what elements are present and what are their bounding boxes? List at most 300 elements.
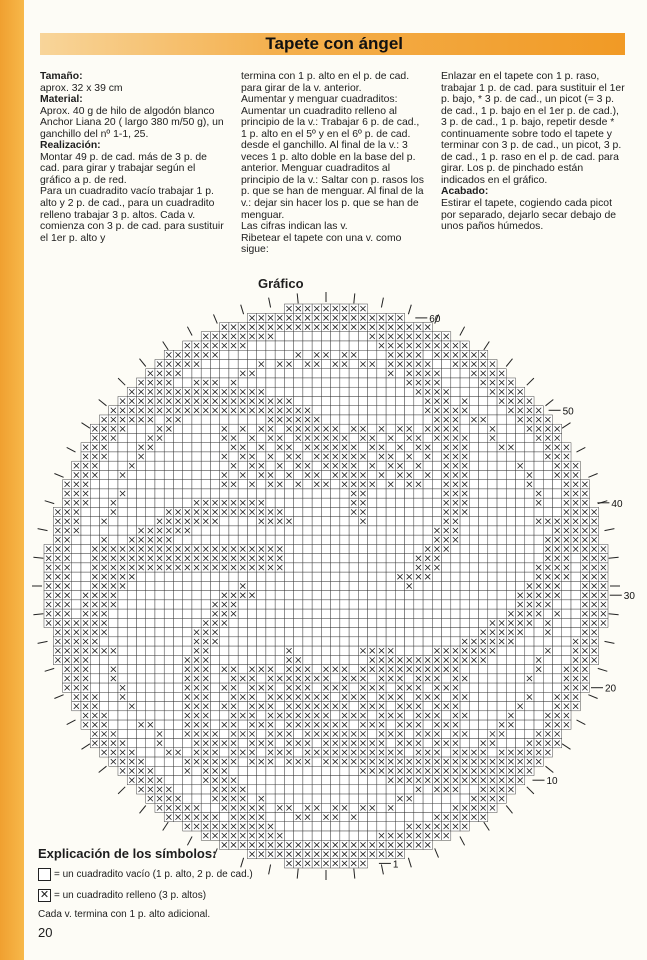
- grid-cell: [553, 489, 562, 498]
- grid-cell: [368, 350, 377, 359]
- grid-cell: [488, 720, 497, 729]
- grid-cell: [321, 526, 330, 535]
- grid-cell: [331, 581, 340, 590]
- grid-cell: [516, 443, 525, 452]
- grid-cell: [414, 507, 423, 516]
- grid-cell: [479, 443, 488, 452]
- grid-cell: [266, 591, 275, 600]
- grid-cell: [469, 517, 478, 526]
- grid-cell: [331, 535, 340, 544]
- grid-cell: [469, 618, 478, 627]
- grid-cell: [321, 822, 330, 831]
- grid-cell: [386, 572, 395, 581]
- grid-cell: [146, 609, 155, 618]
- grid-cell: [469, 600, 478, 609]
- grid-cell: [312, 387, 321, 396]
- grid-cell: [257, 535, 266, 544]
- grid-cell: [146, 628, 155, 637]
- grid-cell: [331, 517, 340, 526]
- paragraph: Aumentar y menguar cuadraditos:: [241, 94, 398, 106]
- grid-cell: [368, 507, 377, 516]
- grid-cell: [358, 637, 367, 646]
- grid-cell: [451, 387, 460, 396]
- grid-cell: [284, 628, 293, 637]
- grid-cell: [479, 433, 488, 442]
- grid-cell: [183, 369, 192, 378]
- grid-cell: [192, 461, 201, 470]
- grid-cell: [506, 655, 515, 664]
- grid-cell: [349, 359, 358, 368]
- grid-cell: [164, 628, 173, 637]
- picot-mark: [506, 359, 512, 367]
- grid-cell: [155, 415, 164, 424]
- grid-cell: [321, 332, 330, 341]
- grid-cell: [340, 637, 349, 646]
- grid-cell: [210, 489, 219, 498]
- grid-cell: [303, 396, 312, 405]
- grid-cell: [136, 572, 145, 581]
- grid-cell: [497, 554, 506, 563]
- paragraph: termina con 1 p. alto en el p. de cad. para girar de la v. anterior.: [241, 71, 410, 94]
- grid-cell: [136, 692, 145, 701]
- grid-cell: [229, 572, 238, 581]
- grid-cell: [451, 378, 460, 387]
- grid-cell: [183, 461, 192, 470]
- grid-cell: [405, 526, 414, 535]
- grid-cell: [81, 517, 90, 526]
- grid-cell: [192, 470, 201, 479]
- grid-cell: [257, 729, 266, 738]
- grid-cell: [423, 683, 432, 692]
- grid-cell: [210, 470, 219, 479]
- grid-cell: [423, 480, 432, 489]
- grid-cell: [173, 720, 182, 729]
- grid-cell: [423, 813, 432, 822]
- grid-cell: [377, 489, 386, 498]
- grid-cell: [553, 646, 562, 655]
- grid-cell: [118, 655, 127, 664]
- grid-cell: [525, 665, 534, 674]
- grid-cell: [469, 739, 478, 748]
- grid-cell: [201, 415, 210, 424]
- grid-cell: [201, 581, 210, 590]
- grid-cell: [506, 702, 515, 711]
- grid-cell: [173, 581, 182, 590]
- grid-cell: [349, 822, 358, 831]
- grid-cell: [312, 461, 321, 470]
- grid-cell: [127, 581, 136, 590]
- grid-cell: [534, 544, 543, 553]
- grid-cell: [321, 396, 330, 405]
- grid-cell: [358, 591, 367, 600]
- grid-cell: [321, 415, 330, 424]
- grid-cell: [377, 794, 386, 803]
- grid-cell: [432, 443, 441, 452]
- grid-cell: [238, 739, 247, 748]
- grid-cell: [562, 628, 571, 637]
- grid-cell: [210, 443, 219, 452]
- grid-cell: [479, 609, 488, 618]
- grid-cell: [247, 424, 256, 433]
- grid-cell: [312, 822, 321, 831]
- grid-cell: [164, 702, 173, 711]
- grid-cell: [525, 498, 534, 507]
- grid-cell: [340, 776, 349, 785]
- grid-cell: [395, 646, 404, 655]
- grid-cell: [395, 563, 404, 572]
- grid-cell: [247, 572, 256, 581]
- grid-cell: [506, 674, 515, 683]
- grid-cell: [275, 766, 284, 775]
- grid-cell: [210, 461, 219, 470]
- grid-cell: [488, 461, 497, 470]
- grid-cell: [294, 359, 303, 368]
- grid-cell: [405, 415, 414, 424]
- grid-cell: [266, 526, 275, 535]
- grid-cell: [238, 489, 247, 498]
- section-heading: Realización:: [40, 140, 101, 152]
- grid-cell: [183, 480, 192, 489]
- grid-cell: [118, 443, 127, 452]
- grid-cell: [488, 711, 497, 720]
- grid-cell: [423, 720, 432, 729]
- grid-cell: [275, 757, 284, 766]
- grid-cell: [284, 581, 293, 590]
- grid-cell: [358, 526, 367, 535]
- grid-cell: [340, 618, 349, 627]
- grid-cell: [275, 813, 284, 822]
- grid-cell: [469, 572, 478, 581]
- grid-cell: [358, 628, 367, 637]
- grid-cell: [321, 369, 330, 378]
- grid-cell: [257, 591, 266, 600]
- grid-cell: [303, 480, 312, 489]
- grid-cell: [155, 692, 164, 701]
- grid-cell: [516, 424, 525, 433]
- grid-cell: [516, 507, 525, 516]
- grid-cell: [220, 443, 229, 452]
- grid-cell: [368, 729, 377, 738]
- grid-cell: [146, 692, 155, 701]
- grid-cell: [247, 359, 256, 368]
- grid-cell: [155, 711, 164, 720]
- grid-cell: [303, 489, 312, 498]
- grid-cell: [516, 683, 525, 692]
- grid-cell: [368, 544, 377, 553]
- grid-cell: [312, 591, 321, 600]
- grid-cell: [257, 637, 266, 646]
- grid-cell: [312, 618, 321, 627]
- grid-cell: [543, 702, 552, 711]
- paragraph: Para un cuadradito vacío trabajar 1 p. alto y 2 p. de cad., para un cuadradito relleno trabajar 3 p. altos. Cada v. comienza con 3 p. de cad. para sustituir el 1er p. alto y: [40, 186, 224, 244]
- grid-cell: [349, 415, 358, 424]
- grid-cell: [294, 618, 303, 627]
- grid-cell: [201, 526, 210, 535]
- grid-cell: [229, 424, 238, 433]
- grid-cell: [201, 369, 210, 378]
- grid-cell: [146, 674, 155, 683]
- grid-cell: [525, 526, 534, 535]
- picot-mark: [118, 787, 125, 794]
- grid-cell: [506, 433, 515, 442]
- grid-cell: [109, 628, 118, 637]
- grid-cell: [377, 461, 386, 470]
- grid-cell: [321, 831, 330, 840]
- grid-cell: [90, 480, 99, 489]
- grid-cell: [442, 618, 451, 627]
- grid-cell: [423, 628, 432, 637]
- grid-cell: [340, 535, 349, 544]
- grid-cell: [460, 628, 469, 637]
- grid-cell: [405, 544, 414, 553]
- grid-cell: [349, 720, 358, 729]
- grid-cell: [146, 600, 155, 609]
- grid-cell: [534, 692, 543, 701]
- grid-cell: [414, 452, 423, 461]
- grid-cell: [183, 443, 192, 452]
- grid-cell: [469, 526, 478, 535]
- grid-cell: [525, 507, 534, 516]
- grid-cell: [210, 535, 219, 544]
- grid-cell: [358, 600, 367, 609]
- grid-cell: [155, 452, 164, 461]
- grid-cell: [321, 535, 330, 544]
- grid-cell: [173, 674, 182, 683]
- grid-cell: [506, 526, 515, 535]
- grid-cell: [312, 507, 321, 516]
- picot-mark: [598, 668, 608, 671]
- grid-cell: [201, 480, 210, 489]
- grid-cell: [349, 618, 358, 627]
- grid-cell: [257, 526, 266, 535]
- grid-cell: [525, 702, 534, 711]
- grid-cell: [377, 378, 386, 387]
- grid-cell: [220, 350, 229, 359]
- grid-cell: [303, 646, 312, 655]
- grid-cell: [497, 415, 506, 424]
- grid-cell: [136, 517, 145, 526]
- grid-cell: [247, 517, 256, 526]
- grid-cell: [229, 526, 238, 535]
- grid-cell: [395, 803, 404, 812]
- grid-cell: [146, 618, 155, 627]
- grid-cell: [303, 572, 312, 581]
- grid-cell: [266, 637, 275, 646]
- grid-cell: [469, 535, 478, 544]
- grid-cell: [275, 646, 284, 655]
- grid-cell: [247, 378, 256, 387]
- grid-cell: [386, 526, 395, 535]
- grid-cell: [229, 517, 238, 526]
- grid-cell: [368, 535, 377, 544]
- grid-cell: [90, 683, 99, 692]
- grid-cell: [358, 794, 367, 803]
- grid-cell: [192, 452, 201, 461]
- grid-cell: [99, 655, 108, 664]
- grid-cell: [294, 517, 303, 526]
- grid-cell: [266, 369, 275, 378]
- grid-cell: [432, 572, 441, 581]
- grid-cell: [543, 674, 552, 683]
- grid-cell: [553, 637, 562, 646]
- grid-cell: [423, 803, 432, 812]
- grid-cell: [368, 785, 377, 794]
- grid-cell: [405, 461, 414, 470]
- grid-cell: [331, 387, 340, 396]
- grid-cell: [331, 341, 340, 350]
- grid-cell: [414, 609, 423, 618]
- grid-cell: [312, 369, 321, 378]
- grid-cell: [321, 646, 330, 655]
- grid-cell: [451, 637, 460, 646]
- grid-cell: [516, 489, 525, 498]
- grid-cell: [238, 766, 247, 775]
- grid-cell: [127, 443, 136, 452]
- grid-cell: [377, 554, 386, 563]
- grid-cell: [192, 581, 201, 590]
- grid-cell: [479, 600, 488, 609]
- grid-cell: [72, 609, 81, 618]
- grid-cell: [460, 618, 469, 627]
- picot-mark: [577, 720, 586, 725]
- grid-cell: [534, 637, 543, 646]
- grid-cell: [506, 461, 515, 470]
- grid-cell: [238, 433, 247, 442]
- grid-cell: [303, 655, 312, 664]
- grid-cell: [358, 443, 367, 452]
- grid-cell: [479, 591, 488, 600]
- grid-cell: [321, 470, 330, 479]
- grid-cell: [340, 822, 349, 831]
- grid-cell: [516, 433, 525, 442]
- paragraph: Aumentar un cuadradito relleno al principio de la v.: Trabajar 6 p. de cad., 1 p. alto en el 5º y en el 6º p. de cad. desde el ganchillo. Al final de la v.: 3 veces 1 p. alto doble en la base del p. anterior. Menguar cuadraditos al principio de la v.: Saltar con p. rasos los p. que se han de menguar. Al final de la v.: dejar sin hacer los p. que se han de menguar.: [241, 105, 424, 221]
- grid-cell: [201, 609, 210, 618]
- grid-cell: [534, 720, 543, 729]
- grid-cell: [266, 489, 275, 498]
- grid-cell: [303, 507, 312, 516]
- grid-cell: [164, 674, 173, 683]
- grid-cell: [173, 729, 182, 738]
- grid-cell: [516, 526, 525, 535]
- grid-cell: [479, 711, 488, 720]
- picot-mark: [546, 766, 554, 772]
- grid-cell: [497, 581, 506, 590]
- grid-cell: [423, 739, 432, 748]
- grid-cell: [331, 498, 340, 507]
- grid-cell: [321, 655, 330, 664]
- grid-cell: [340, 489, 349, 498]
- grid-cell: [386, 554, 395, 563]
- grid-cell: [183, 785, 192, 794]
- grid-cell: [423, 489, 432, 498]
- grid-cell: [479, 702, 488, 711]
- legend-filled: [38, 889, 206, 902]
- grid-cell: [479, 424, 488, 433]
- grid-cell: [192, 369, 201, 378]
- grid-cell: [127, 489, 136, 498]
- grid-cell: [127, 692, 136, 701]
- grid-cell: [275, 452, 284, 461]
- grid-cell: [173, 424, 182, 433]
- grid-cell: [479, 544, 488, 553]
- grid-cell: [257, 572, 266, 581]
- grid-cell: [525, 563, 534, 572]
- grid-cell: [275, 776, 284, 785]
- grid-cell: [266, 443, 275, 452]
- grid-cell: [553, 498, 562, 507]
- grid-cell: [488, 489, 497, 498]
- grid-cell: [497, 406, 506, 415]
- grid-cell: [210, 452, 219, 461]
- grid-cell: [460, 785, 469, 794]
- grid-cell: [164, 452, 173, 461]
- grid-cell: [136, 609, 145, 618]
- grid-cell: [358, 396, 367, 405]
- grid-cell: [386, 720, 395, 729]
- grid-cell: [534, 618, 543, 627]
- grid-cell: [488, 554, 497, 563]
- grid-cell: [173, 461, 182, 470]
- grid-cell: [368, 378, 377, 387]
- empty-square-icon: [38, 868, 51, 881]
- grid-cell: [257, 609, 266, 618]
- grid-cell: [386, 517, 395, 526]
- grid-cell: [220, 517, 229, 526]
- grid-cell: [118, 480, 127, 489]
- grid-cell: [127, 674, 136, 683]
- grid-cell: [469, 544, 478, 553]
- grid-cell: [294, 563, 303, 572]
- grid-cell: [183, 424, 192, 433]
- grid-cell: [136, 591, 145, 600]
- grid-cell: [201, 535, 210, 544]
- grid-cell: [331, 507, 340, 516]
- grid-cell: [238, 628, 247, 637]
- grid-cell: [525, 544, 534, 553]
- grid-cell: [497, 498, 506, 507]
- grid-cell: [284, 544, 293, 553]
- grid-cell: [155, 609, 164, 618]
- grid-cell: [349, 628, 358, 637]
- grid-cell: [423, 609, 432, 618]
- grid-cell: [451, 572, 460, 581]
- grid-cell: [488, 452, 497, 461]
- grid-cell: [571, 554, 580, 563]
- grid-cell: [340, 655, 349, 664]
- grid-cell: [414, 813, 423, 822]
- grid-cell: [173, 702, 182, 711]
- grid-cell: [340, 600, 349, 609]
- grid-cell: [488, 748, 497, 757]
- grid-cell: [275, 535, 284, 544]
- grid-cell: [525, 535, 534, 544]
- grid-cell: [136, 600, 145, 609]
- grid-cell: [173, 600, 182, 609]
- grid-cell: [488, 581, 497, 590]
- grid-cell: [516, 480, 525, 489]
- grid-cell: [118, 535, 127, 544]
- grid-cell: [266, 628, 275, 637]
- grid-cell: [321, 600, 330, 609]
- grid-cell: [284, 785, 293, 794]
- grid-cell: [136, 729, 145, 738]
- grid-cell: [331, 794, 340, 803]
- grid-cell: [368, 692, 377, 701]
- grid-cell: [432, 359, 441, 368]
- grid-cell: [432, 600, 441, 609]
- grid-cell: [469, 443, 478, 452]
- grid-cell: [192, 591, 201, 600]
